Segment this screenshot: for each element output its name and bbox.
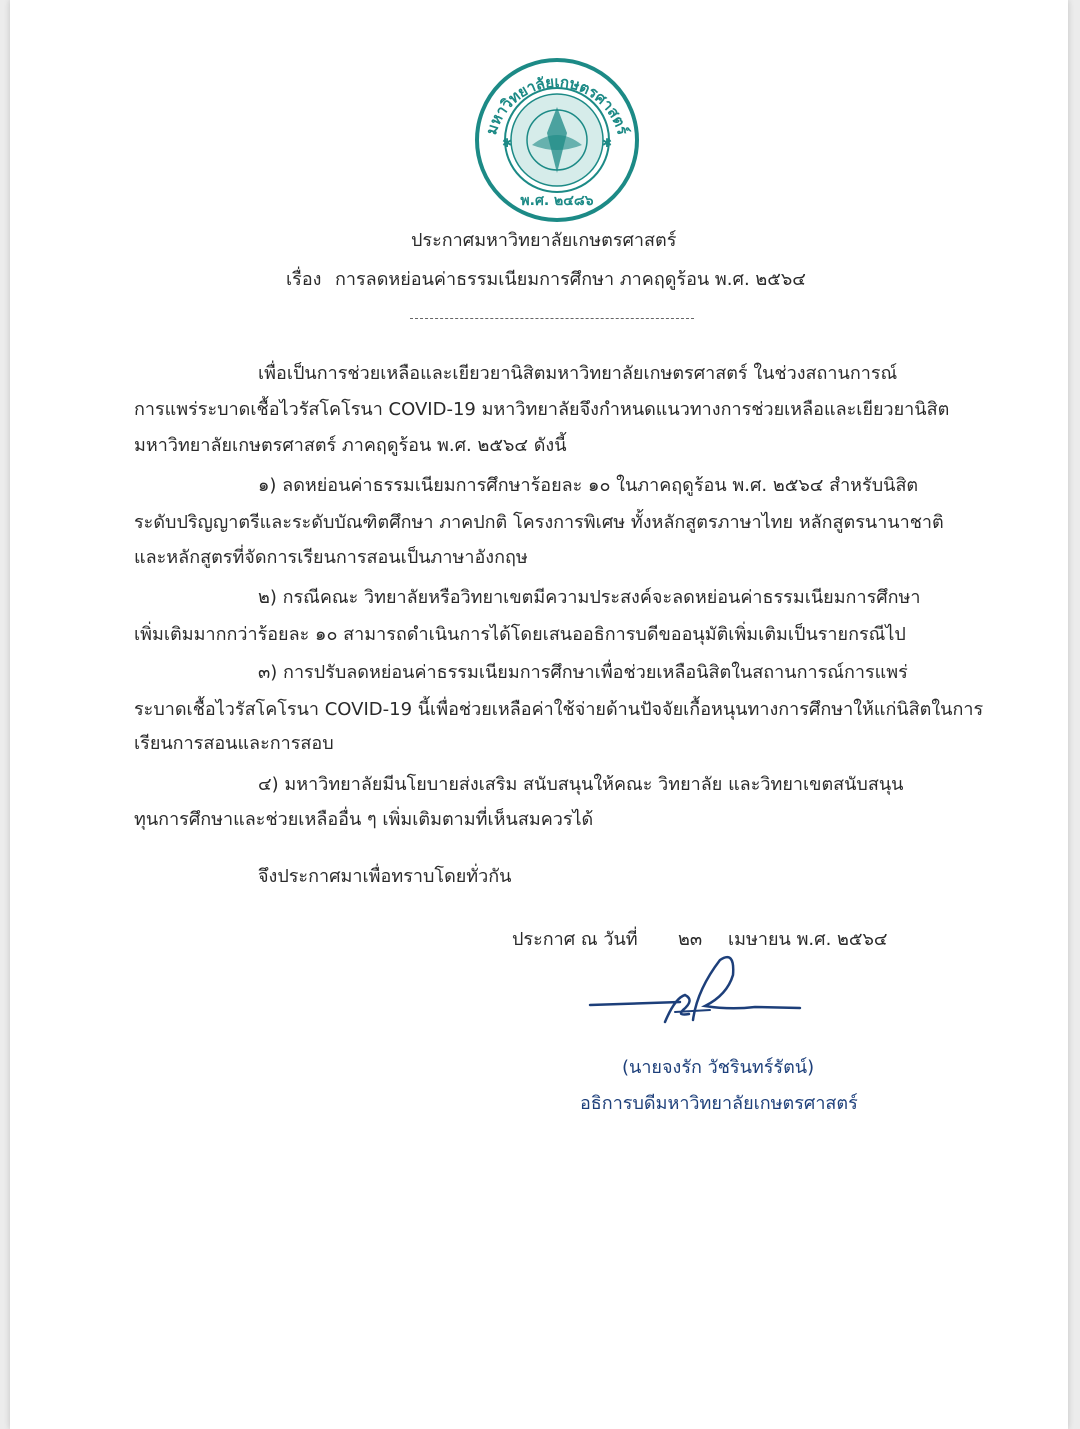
item-2-line-2: เพิ่มเติมมากกว่าร้อยละ ๑๐ สามารถดำเนินการได้โดยเสนออธิการบดีขออนุมัติเพิ่มเติมเป็นรายกรณีไป xyxy=(134,624,906,645)
item-3-line-2: ระบาดเชื้อไวรัสโคโรนา COVID-19 นี้เพื่อช่วยเหลือค่าใช้จ่ายด้านปัจจัยเกื้อหนุนทางการศึกษาให้แก่นิสิตในการ xyxy=(134,699,984,720)
title-divider xyxy=(410,318,694,319)
subject-text: การลดหย่อนค่าธรรมเนียมการศึกษา ภาคฤดูร้อน พ.ศ. ๒๕๖๔ xyxy=(335,269,806,290)
intro-line-1: เพื่อเป็นการช่วยเหลือและเยียวยานิสิตมหาวิทยาลัยเกษตรศาสตร์ ในช่วงสถานการณ์ xyxy=(258,363,898,384)
item-1-line-2: ระดับปริญญาตรีและระดับบัณฑิตศึกษา ภาคปกติ โครงการพิเศษ ทั้งหลักสูตรภาษาไทย หลักสูตรนานาชาติ xyxy=(134,512,944,533)
handwritten-signature xyxy=(585,950,815,1030)
item-4-line-2: ทุนการศึกษาและช่วยเหลืออื่น ๆ เพิ่มเติมตามที่เห็นสมควรได้ xyxy=(134,809,594,830)
item-3-line-1: ๓) การปรับลดหย่อนค่าธรรมเนียมการศึกษาเพื่อช่วยเหลือนิสิตในสถานการณ์การแพร่ xyxy=(258,662,908,683)
svg-text:✱: ✱ xyxy=(602,136,613,150)
announcement-day: ๒๓ xyxy=(678,929,703,950)
announcement-date-label: ประกาศ ณ วันที่ xyxy=(512,929,638,950)
intro-line-2: การแพร่ระบาดเชื้อไวรัสโคโรนา COVID-19 มหาวิทยาลัยจึงกำหนดแนวทางการช่วยเหลือและเยียวยานิสิต xyxy=(134,399,950,420)
announcement-month-year: เมษายน พ.ศ. ๒๕๖๔ xyxy=(728,929,888,950)
document-title: ประกาศมหาวิทยาลัยเกษตรศาสตร์ xyxy=(411,230,677,251)
item-1-line-1: ๑) ลดหย่อนค่าธรรมเนียมการศึกษาร้อยละ ๑๐ ในภาคฤดูร้อน พ.ศ. ๒๕๖๔ สำหรับนิสิต xyxy=(258,475,919,496)
document-page xyxy=(10,0,1068,1429)
item-1-line-3: และหลักสูตรที่จัดการเรียนการสอนเป็นภาษาอังกฤษ xyxy=(134,547,528,568)
subject-label: เรื่อง xyxy=(286,269,322,290)
university-seal-logo xyxy=(472,55,642,225)
svg-text:✱: ✱ xyxy=(502,136,513,150)
closing-statement: จึงประกาศมาเพื่อทราบโดยทั่วกัน xyxy=(258,866,512,887)
signatory-name: (นายจงรัก วัชรินทร์รัตน์) xyxy=(622,1057,815,1078)
item-2-line-1: ๒) กรณีคณะ วิทยาลัยหรือวิทยาเขตมีความประสงค์จะลดหย่อนค่าธรรมเนียมการศึกษา xyxy=(258,587,921,608)
signatory-position: อธิการบดีมหาวิทยาลัยเกษตรศาสตร์ xyxy=(580,1093,858,1114)
item-4-line-1: ๔) มหาวิทยาลัยมีนโยบายส่งเสริม สนับสนุนให้คณะ วิทยาลัย และวิทยาเขตสนับสนุน xyxy=(258,774,904,795)
seal-name-text: มหาวิทยาลัยเกษตรศาสตร์ xyxy=(482,72,632,137)
intro-line-3: มหาวิทยาลัยเกษตรศาสตร์ ภาคฤดูร้อน พ.ศ. ๒๕๖๔ ดังนี้ xyxy=(134,435,567,456)
seal-year-text: พ.ศ. ๒๔๘๖ xyxy=(520,193,594,209)
item-3-line-3: เรียนการสอนและการสอบ xyxy=(134,733,334,754)
